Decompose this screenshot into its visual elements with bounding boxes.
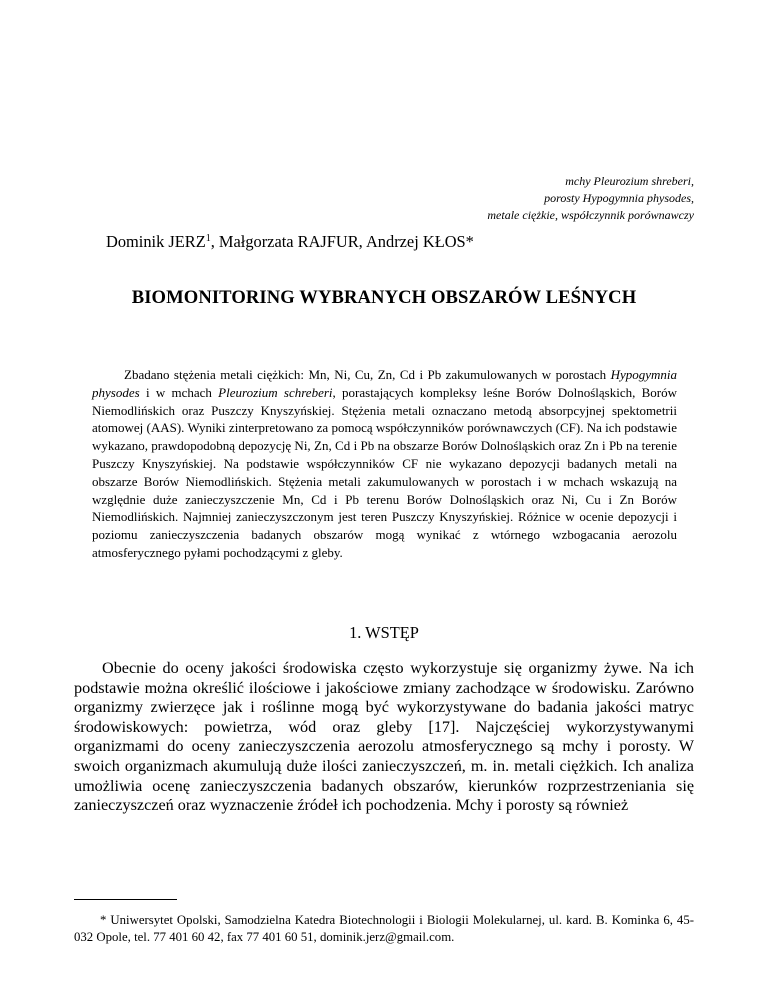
abstract-text: Zbadano stężenia metali ciężkich: Mn, Ni, Cu, Zn, Cd i Pb zakumulowanych w porostach (124, 367, 611, 382)
section-heading: 1. WSTĘP (349, 623, 419, 642)
keyword-line: porosty Hypogymnia physodes, (544, 191, 694, 205)
co-authors: , Małgorzata RAJFUR, Andrzej KŁOS* (210, 232, 474, 251)
keyword-line: metale ciężkie, współczynnik porównawczy (487, 208, 694, 222)
abstract-text: , porastających kompleksy leśne Borów Dolnośląskich, Borów Niemodlińskich oraz Puszczy Knyszyńskiej. Stężenia metali oznaczano metodą absorpcyjnej spektometrii atomowej (AAS). Wyniki zinterpretowano za pomocą współczynników porównawczych (CF). Na ich podstawie wykazano, prawdopodobną depozycję Ni, Zn, Cd i Pb na obszarze Borów Dolnośląskich oraz Zn i Pb na terenie Puszczy Knyszyńskiej. Na podstawie współczynników CF nie wykazano depozycji badanych metali na obszarze Borów Niemodlińskich. Stężenia metali zakumulowanych w porostach i w mchach wskazują na względnie duże zanieczyszczenie Mn, Cd i Pb terenu Borów Dolnośląskich oraz Ni, Cu i Zn Borów Niemodlińskich. Najmniej zanieczyszczonym jest teren Puszczy Knyszyńskiej. Różnice w ocenie depozycji i poziomu zanieczyszczenia badanych obszarów mogą wynikać z wtórnego wzbogacania aerozolu atmosferycznego pyłami pochodzącymi z gleby. (92, 384, 678, 560)
abstract-text: i w mchach (139, 384, 219, 400)
paper-title: BIOMONITORING WYBRANYCH OBSZARÓW LEŚNYCH (131, 287, 637, 308)
first-author: Dominik JERZ (106, 232, 206, 251)
intro-paragraph: Obecnie do oceny jakości środowiska często wykorzystuje się organizmy żywe. Na ich podstawie można określić ilościowe i jakościowe zmiany zachodzące w środowisku. Zarówno organizmy zwierzęce jak i roślinne mogą być wykorzystywane do badania jakości matryc środowiskowych: powietrza, wód oraz gleby [17]. Najczęściej wykorzystywanymi organizmami do oceny zanieczyszczenia aerozolu atmosferycznego są mchy i porosty. W swoich organizmach akumulują duże ilości zanieczyszczeń, m. in. metali ciężkich. Ich analiza umożliwia ocenę zanieczyszczenia badanych obszarów, kierunków rozprzestrzeniania się zanieczyszczeń oraz wyznaczenie źródeł ich pochodzenia. Mchy i porosty są również (74, 659, 694, 815)
footnote-rule (74, 899, 177, 900)
authors-line (106, 232, 474, 252)
species-name: Pleurozium schreberi (218, 384, 333, 400)
footnote: * Uniwersytet Opolski, Samodzielna Katedra Biotechnologii i Biologii Molekularnej, ul. kard. B. Kominka 6, 45-032 Opole, tel. 77 401 60 42, fax 77 401 60 51, dominik.jerz@gmail.com. (74, 913, 694, 944)
keyword-line: mchy Pleurozium shreberi, (565, 174, 694, 188)
affiliation-superscript: 1 (205, 233, 211, 244)
abstract (92, 366, 677, 562)
species-name: Hypogymnia physodes (92, 367, 677, 400)
keywords-block (487, 173, 694, 224)
